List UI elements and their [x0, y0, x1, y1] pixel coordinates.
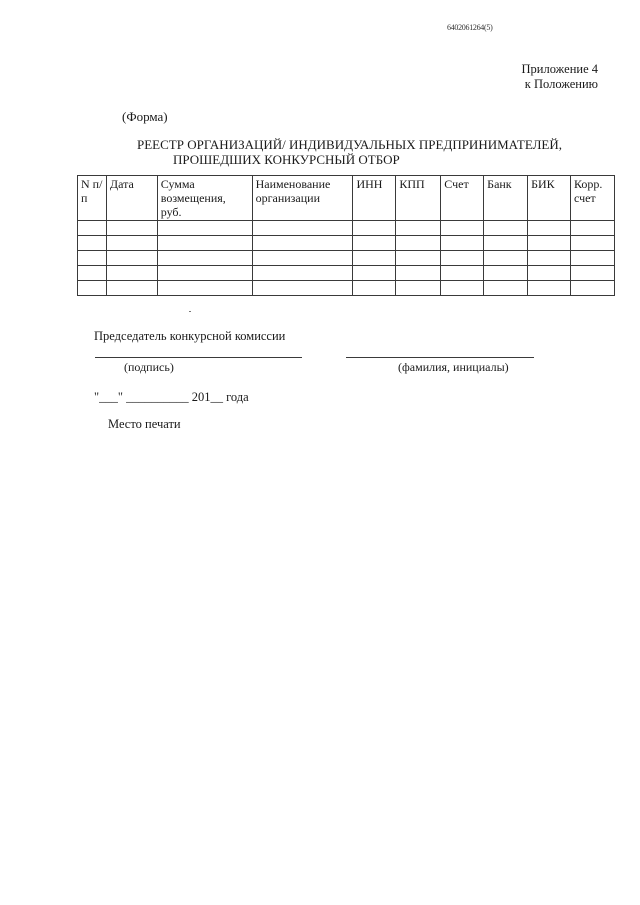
table-cell [441, 221, 484, 236]
table-cell [106, 221, 157, 236]
date-line: "___" __________ 201__ года [94, 390, 249, 404]
table-row [78, 221, 615, 236]
header-bank: Банк [484, 176, 528, 221]
table-cell [441, 251, 484, 266]
table-cell [252, 281, 353, 296]
table-cell [106, 266, 157, 281]
table-cell [484, 221, 528, 236]
table-cell [570, 281, 614, 296]
appendix-note [522, 62, 598, 92]
table-body [78, 221, 615, 296]
table-cell [441, 266, 484, 281]
table-cell [78, 221, 107, 236]
table-cell [570, 251, 614, 266]
signature-caption: (подпись) [124, 360, 174, 374]
appendix-line-2: к Положению [524, 77, 598, 91]
document-id: 6402061264(5) [447, 23, 493, 32]
table-cell [484, 251, 528, 266]
table-cell [570, 266, 614, 281]
scan-speck [189, 311, 191, 312]
name-line [346, 357, 534, 358]
table-cell [396, 236, 441, 251]
table-row [78, 266, 615, 281]
header-org-name: Наименование организации [252, 176, 353, 221]
table-cell [252, 266, 353, 281]
title-line-1: РЕЕСТР ОРГАНИЗАЦИЙ/ ИНДИВИДУАЛЬНЫХ ПРЕДПРИНИМАТЕЛЕЙ, [137, 137, 563, 152]
table-cell [570, 236, 614, 251]
document-title [137, 137, 562, 167]
form-label: (Форма) [122, 109, 168, 124]
table-cell [353, 236, 396, 251]
header-corr-account: Корр. счет [570, 176, 614, 221]
header-date: Дата [106, 176, 157, 221]
signature-title: Председатель конкурсной комиссии [94, 329, 286, 343]
header-number: N п/п [78, 176, 107, 221]
header-inn: ИНН [353, 176, 396, 221]
table-cell [396, 266, 441, 281]
table-cell [78, 266, 107, 281]
title-line-2: ПРОШЕДШИХ КОНКУРСНЫЙ ОТБОР [173, 152, 400, 167]
table-cell [252, 221, 353, 236]
table-header-row [78, 176, 615, 221]
table-cell [157, 221, 252, 236]
table-cell [353, 221, 396, 236]
table-row [78, 281, 615, 296]
appendix-line-1: Приложение 4 [521, 62, 598, 76]
table-row [78, 236, 615, 251]
table-cell [441, 281, 484, 296]
table-cell [157, 236, 252, 251]
table-cell [396, 251, 441, 266]
table-cell [353, 266, 396, 281]
table-cell [78, 281, 107, 296]
table-cell [528, 251, 571, 266]
table-cell [252, 251, 353, 266]
header-kpp: КПП [396, 176, 441, 221]
header-amount: Сумма возмещения, руб. [157, 176, 252, 221]
table-cell [484, 281, 528, 296]
table-cell [484, 236, 528, 251]
registry-table [77, 175, 615, 296]
table-cell [78, 236, 107, 251]
table-cell [106, 236, 157, 251]
table-cell [396, 281, 441, 296]
signature-line [95, 357, 302, 358]
table-cell [528, 266, 571, 281]
table-cell [570, 221, 614, 236]
table-cell [528, 236, 571, 251]
table-cell [441, 236, 484, 251]
header-bik: БИК [528, 176, 571, 221]
name-caption: (фамилия, инициалы) [398, 360, 509, 374]
table-cell [157, 251, 252, 266]
table-cell [106, 281, 157, 296]
header-account: Счет [441, 176, 484, 221]
table-cell [106, 251, 157, 266]
table-cell [78, 251, 107, 266]
table-cell [157, 266, 252, 281]
table-cell [353, 251, 396, 266]
seal-label: Место печати [108, 417, 181, 431]
table-cell [252, 236, 353, 251]
table-cell [353, 281, 396, 296]
table-row [78, 251, 615, 266]
table-cell [528, 281, 571, 296]
table-cell [396, 221, 441, 236]
table-cell [157, 281, 252, 296]
table-cell [484, 266, 528, 281]
table-cell [528, 221, 571, 236]
